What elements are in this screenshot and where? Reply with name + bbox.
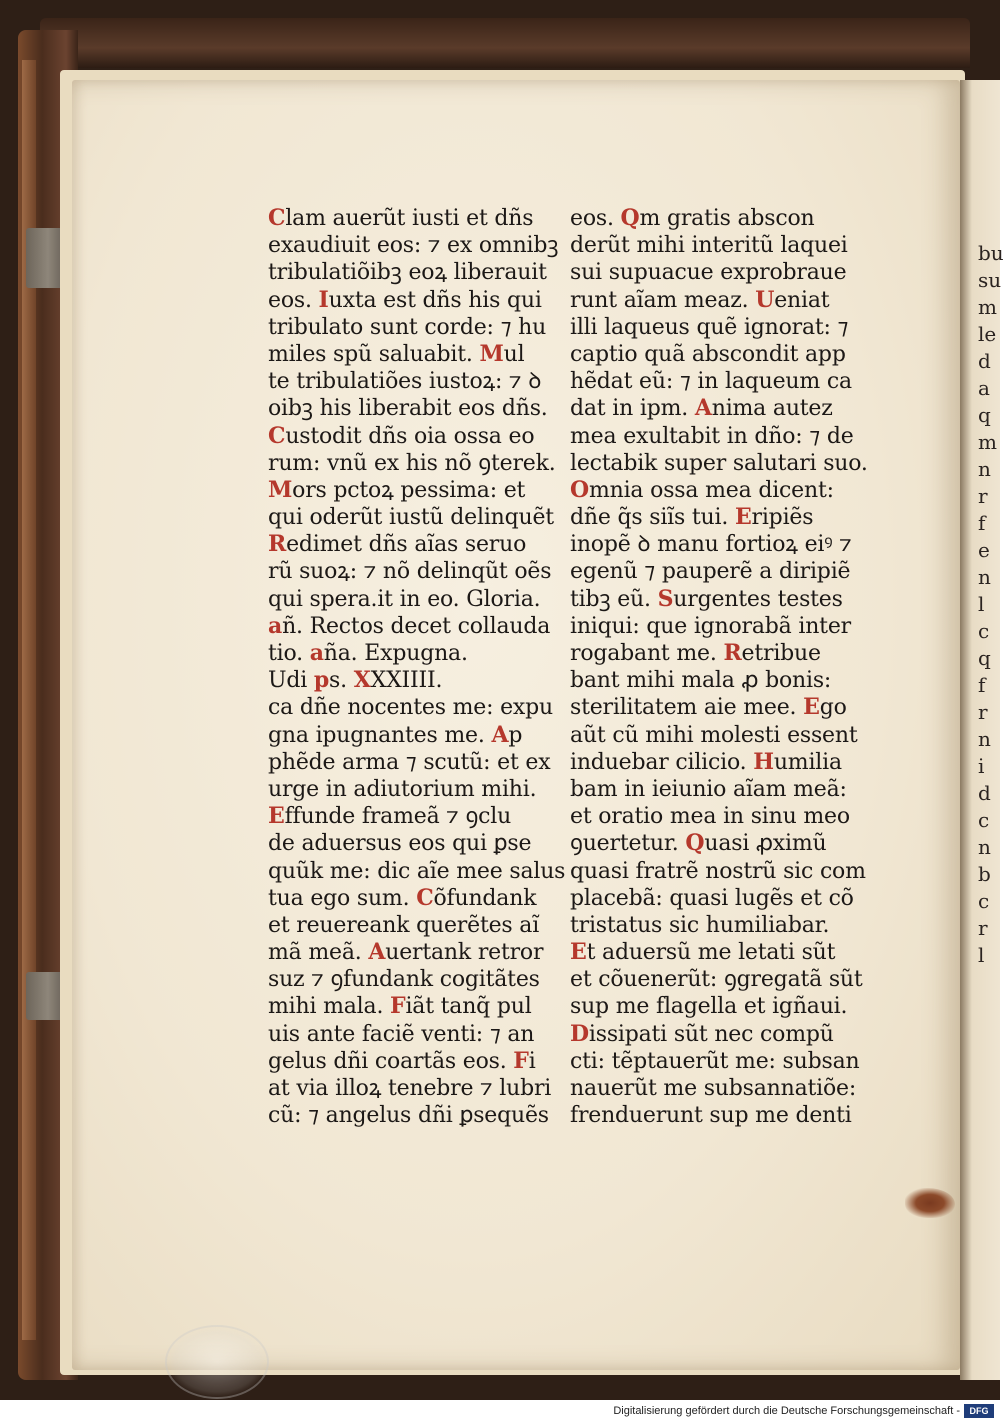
right-column-line: bant mihi mala ꝓ bonis:	[570, 668, 832, 694]
right-column-line: placebã: quasi lugẽs et cõ	[570, 885, 854, 911]
left-column-line: Clam auerũt iusti et dñs	[268, 205, 534, 231]
right-column-line: inopẽ ꝺ manu fortioꝝ eiꝰ ⁊	[570, 532, 852, 558]
right-column-line: ꝯuertetur. Quasi ꝓximũ	[570, 830, 827, 857]
left-column-line: tio. aña. Expugna.	[268, 640, 468, 666]
left-column-line: tua ego sum. Cõfundank	[268, 884, 537, 911]
left-column-line: et reuereank querẽtes aĩ	[268, 912, 540, 938]
left-column-line: te tribulatiões iustoꝝ: ⁊ ꝺ	[268, 369, 542, 395]
left-column-line: cũ: ⁊ angelus dñi ꝑsequẽs	[268, 1103, 549, 1129]
page-stain	[905, 1188, 955, 1218]
right-column-line: aũt cũ mihi molesti essent	[570, 722, 858, 748]
right-column-line: nauerũt me subsannatiõe:	[570, 1076, 857, 1101]
left-column-line: de aduersus eos qui ꝑse	[268, 831, 532, 857]
left-column-line: Redimet dñs aĩas seruo	[268, 531, 527, 558]
right-column-line: Et aduersũ me letati sũt	[570, 939, 836, 966]
left-column-line: uis ante faciẽ venti: ⁊ an	[268, 1021, 535, 1047]
dfg-logo: DFG	[964, 1404, 994, 1418]
right-column-line: mea exultabit in dño: ⁊ de	[570, 423, 854, 449]
left-column-line: rũ suoꝝ: ⁊ nõ delinqũt oẽs	[268, 559, 552, 585]
right-column-line: induebar cilicio. Humilia	[570, 748, 842, 775]
right-column-line: derũt mihi interitũ laquei	[570, 233, 848, 259]
right-column-line: dñe q̃s siĩs tui. Eripiẽs	[570, 504, 814, 531]
leather-cover-top	[40, 18, 970, 68]
right-column-line: eos. Qm gratis abscon	[570, 205, 815, 231]
left-column-line: Mors pctoꝝ pessima: et	[268, 476, 526, 503]
right-column-line: dat in ipm. Anima autez	[570, 395, 833, 422]
left-column-line: quũk me: dic aĩe mee salus	[268, 858, 566, 884]
facing-page-text: bu su m le d a q m n r f e n l c q f r n i d c n b c r l	[978, 241, 1004, 967]
right-column-line: et oratio mea in sinu meo	[570, 804, 850, 830]
right-column-line: lectabik super salutari suo.	[570, 450, 868, 476]
right-column-line: bam in ieiunio aĩam meã:	[570, 776, 847, 802]
left-text-column	[268, 205, 566, 1129]
right-column-line: tristatus sic humiliabar.	[570, 912, 830, 938]
right-column-line: Dissipati sũt nec compũ	[570, 1020, 834, 1047]
left-column-line: gna ipugnantes me. Ap	[268, 721, 523, 748]
right-column-line: Omnia ossa mea dicent:	[570, 476, 834, 503]
left-column-line: Custodit dñs oia ossa eo	[268, 422, 535, 449]
right-column-line: rogabant me. Retribue	[570, 640, 821, 666]
left-column-line: urge in adiutorium mihi.	[268, 776, 537, 802]
right-column-line: iniqui: que ignorabã inter	[570, 613, 851, 639]
left-column-line: qui oderũt iustũ delinquẽt	[268, 505, 554, 531]
left-column-line: rum: vnũ ex his nõ ꝯterek.	[268, 450, 556, 476]
right-column-line: et cõuenerũt: ꝯgregatã sũt	[570, 967, 863, 993]
left-column-line: exaudiuit eos: ⁊ ex omnibꝫ	[268, 233, 559, 259]
library-stamp	[165, 1325, 269, 1399]
right-column-line: sui supuacue exprobraue	[570, 260, 847, 286]
left-column-line: suz ⁊ ꝯfundank cogitãtes	[268, 967, 540, 993]
left-column-line: ca dñe nocentes me: expu	[268, 695, 553, 721]
right-column-line: illi laqueus quẽ ignorat: ⁊	[570, 314, 849, 340]
right-column-line: captio quã abscondit app	[570, 341, 846, 367]
left-column-line: tribulato sunt corde: ⁊ hu	[268, 314, 547, 340]
left-column-line: tribulatiõibꝫ eoꝝ liberauit	[268, 260, 547, 286]
left-column-line: oibꝫ his liberabit eos dñs.	[268, 396, 548, 422]
left-column-line: qui spera.it in eo. Gloria.	[268, 586, 541, 612]
right-column-line: sup me flagella et igñaui.	[570, 994, 848, 1020]
left-column-line: eos. Iuxta est dñs his qui	[268, 286, 542, 313]
funding-credit: Digitalisierung gefördert durch die Deutsche Forschungsgemeinschaft -	[613, 1405, 960, 1417]
left-column-line: Udi ps. XXXIIII.	[268, 667, 443, 694]
left-column-line: mã meã. Auertank retror	[268, 939, 544, 966]
left-column-line: añ. Rectos decet collauda	[268, 612, 551, 639]
right-column-line: frenduerunt sup me denti	[570, 1103, 852, 1129]
left-column-line: Effunde frameã ⁊ ꝯclu	[268, 803, 512, 830]
left-column-line: miles spũ saluabit. Mul	[268, 340, 525, 367]
right-column-line: sterilitatem aie mee. Ego	[570, 694, 847, 721]
right-column-line: cti: tẽptauerũt me: subsan	[570, 1048, 860, 1074]
right-text-column	[570, 205, 868, 1129]
right-column-line: egenũ ⁊ pauperẽ a diripiẽ	[570, 559, 851, 585]
left-column-line: phẽde arma ⁊ scutũ: et ex	[268, 749, 551, 775]
right-column-line: tibꝫ eũ. Surgentes testes	[570, 585, 843, 612]
right-column-line: runt aĩam meaz. Ueniat	[570, 286, 830, 313]
left-column-line: mihi mala. Fiãt tanq̃ pul	[268, 993, 532, 1020]
left-column-line: gelus dñi coartãs eos. Fi	[268, 1047, 536, 1074]
left-column-line: at via illoꝝ tenebre ⁊ lubri	[268, 1076, 552, 1101]
digitization-footer	[0, 1400, 1000, 1423]
right-column-line: hẽdat eũ: ⁊ in laqueum ca	[570, 369, 852, 395]
right-column-line: quasi fratrẽ nostrũ sic com	[570, 858, 866, 884]
